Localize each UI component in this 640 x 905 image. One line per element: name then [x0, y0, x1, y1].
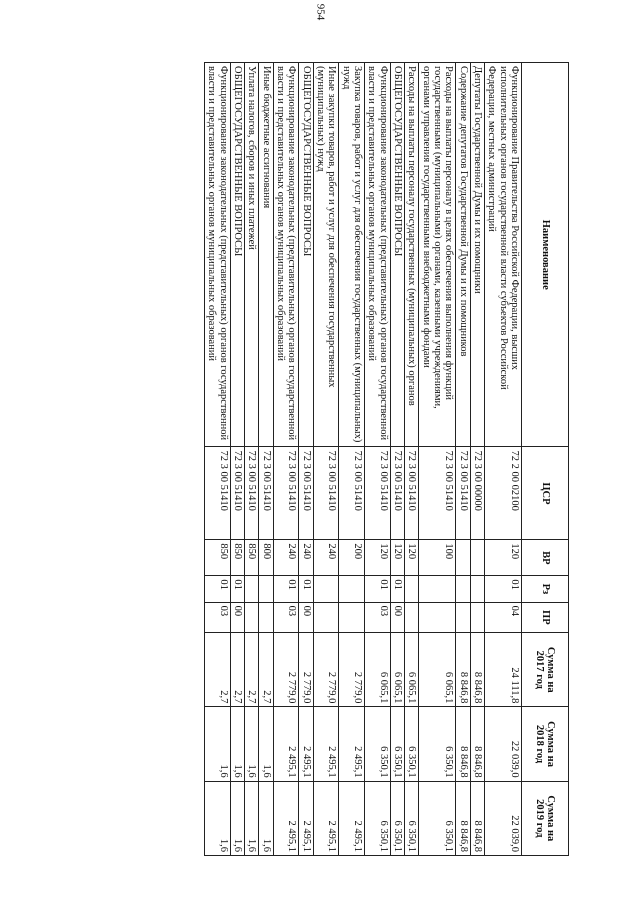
cell-vr: 120 — [365, 540, 391, 576]
cell-sum-2018: 2 495,1 — [273, 707, 299, 781]
cell-rz: 01 — [485, 576, 522, 602]
cell-csr: 72 3 00 51410 — [405, 447, 419, 540]
table-row — [405, 63, 419, 856]
table-row — [365, 63, 391, 856]
cell-vr: 850 — [230, 540, 244, 576]
cell-vr — [456, 540, 470, 576]
cell-csr: 72 2 00 02100 — [485, 447, 522, 540]
cell-sum-2019: 2 495,1 — [299, 781, 313, 855]
cell-pr: 00 — [230, 602, 244, 633]
cell-sum-2019: 1,6 — [245, 781, 259, 855]
cell-vr — [470, 540, 484, 576]
cell-rz — [339, 576, 365, 602]
cell-rz — [470, 576, 484, 602]
cell-csr: 72 3 00 51410 — [273, 447, 299, 540]
cell-rz — [456, 576, 470, 602]
cell-sum-2018: 1,6 — [205, 707, 231, 781]
cell-pr — [470, 602, 484, 633]
cell-sum-2019: 6 350,1 — [405, 781, 419, 855]
cell-csr: 72 3 00 51410 — [390, 447, 404, 540]
cell-name: Расходы на выплаты персоналу государственных (муниципальных) органов — [405, 63, 419, 447]
cell-sum-2018: 2 495,1 — [339, 707, 365, 781]
cell-rz — [259, 576, 273, 602]
cell-rz — [405, 576, 419, 602]
cell-vr: 120 — [390, 540, 404, 576]
header-sum-2018: Сумма на 2018 год — [522, 707, 569, 781]
budget-table — [204, 62, 569, 856]
cell-rz: 01 — [273, 576, 299, 602]
cell-sum-2019: 2 495,1 — [339, 781, 365, 855]
cell-vr: 240 — [313, 540, 339, 576]
cell-pr: 03 — [365, 602, 391, 633]
table-row — [230, 63, 244, 856]
cell-csr: 72 3 00 51410 — [230, 447, 244, 540]
cell-sum-2019: 2 495,1 — [273, 781, 299, 855]
table-row — [313, 63, 339, 856]
cell-pr — [456, 602, 470, 633]
table-row — [273, 63, 299, 856]
cell-csr: 72 3 00 51410 — [419, 447, 456, 540]
cell-pr: 00 — [299, 602, 313, 633]
table-row — [456, 63, 470, 856]
cell-name: ОБЩЕГОСУДАРСТВЕННЫЕ ВОПРОСЫ — [390, 63, 404, 447]
rotated-table-container — [107, 62, 569, 856]
cell-csr: 72 3 00 51410 — [456, 447, 470, 540]
cell-sum-2017: 6 065,1 — [365, 633, 391, 707]
cell-sum-2017: 2,7 — [245, 633, 259, 707]
cell-sum-2019: 6 350,1 — [419, 781, 456, 855]
cell-pr — [419, 602, 456, 633]
cell-sum-2017: 2,7 — [259, 633, 273, 707]
cell-name: Функционирование законодательных (представительных) органов государственной власти и представительных органов муниципальных образований — [205, 63, 231, 447]
header-pr: ПР — [522, 602, 569, 633]
cell-sum-2018: 6 350,1 — [390, 707, 404, 781]
cell-vr: 850 — [205, 540, 231, 576]
cell-csr: 72 3 00 51410 — [339, 447, 365, 540]
cell-rz — [313, 576, 339, 602]
cell-csr: 72 3 00 51410 — [259, 447, 273, 540]
table-body — [205, 63, 522, 856]
cell-rz: 01 — [365, 576, 391, 602]
cell-name: Иные закупки товаров, работ и услуг для обеспечения государственных (муниципальных) нужд — [313, 63, 339, 447]
cell-sum-2018: 6 350,1 — [419, 707, 456, 781]
cell-sum-2018: 22 039,0 — [485, 707, 522, 781]
cell-sum-2018: 2 495,1 — [299, 707, 313, 781]
cell-name: Функционирование Правительства Российской Федерации, высших исполнительных органов государственной власти субъектов Российской Федерации, местных администраций — [485, 63, 522, 447]
cell-sum-2019: 6 350,1 — [365, 781, 391, 855]
cell-name: Функционирование законодательных (представительных) органов государственной власти и представительных органов муниципальных образований — [273, 63, 299, 447]
cell-sum-2017: 2 779,0 — [313, 633, 339, 707]
table-row — [339, 63, 365, 856]
table-row — [259, 63, 273, 856]
cell-vr: 100 — [419, 540, 456, 576]
cell-vr: 850 — [245, 540, 259, 576]
cell-sum-2017: 2 779,0 — [339, 633, 365, 707]
cell-sum-2017: 8 846,8 — [470, 633, 484, 707]
header-rz: Рз — [522, 576, 569, 602]
cell-vr: 240 — [299, 540, 313, 576]
cell-name: ОБЩЕГОСУДАРСТВЕННЫЕ ВОПРОСЫ — [299, 63, 313, 447]
cell-sum-2017: 2 779,0 — [299, 633, 313, 707]
cell-vr: 120 — [485, 540, 522, 576]
cell-sum-2017: 2 779,0 — [273, 633, 299, 707]
cell-sum-2018: 1,6 — [230, 707, 244, 781]
cell-csr: 72 3 00 51410 — [313, 447, 339, 540]
table-row — [390, 63, 404, 856]
cell-name: Закупка товаров, работ и услуг для обеспечения государственных (муниципальных) нужд — [339, 63, 365, 447]
cell-sum-2018: 2 495,1 — [313, 707, 339, 781]
cell-pr — [405, 602, 419, 633]
cell-sum-2019: 1,6 — [230, 781, 244, 855]
cell-pr: 04 — [485, 602, 522, 633]
cell-sum-2019: 1,6 — [259, 781, 273, 855]
cell-sum-2018: 6 350,1 — [405, 707, 419, 781]
cell-pr: 03 — [273, 602, 299, 633]
cell-vr: 200 — [339, 540, 365, 576]
cell-sum-2017: 2,7 — [230, 633, 244, 707]
cell-name: Содержание депутатов Государственной Думы и их помощников — [456, 63, 470, 447]
table-row — [205, 63, 231, 856]
cell-rz — [245, 576, 259, 602]
cell-vr: 120 — [405, 540, 419, 576]
cell-sum-2018: 1,6 — [245, 707, 259, 781]
header-vr: ВР — [522, 540, 569, 576]
header-name: Наименование — [522, 63, 569, 447]
cell-sum-2017: 6 065,1 — [419, 633, 456, 707]
cell-sum-2019: 6 350,1 — [390, 781, 404, 855]
table-row — [245, 63, 259, 856]
cell-rz: 01 — [205, 576, 231, 602]
cell-pr — [313, 602, 339, 633]
cell-csr: 72 3 00 00000 — [470, 447, 484, 540]
table-row — [299, 63, 313, 856]
cell-sum-2019: 2 495,1 — [313, 781, 339, 855]
cell-rz: 01 — [230, 576, 244, 602]
cell-sum-2018: 1,6 — [259, 707, 273, 781]
page-number: 954 — [314, 3, 327, 21]
cell-sum-2018: 6 350,1 — [365, 707, 391, 781]
cell-pr: 03 — [205, 602, 231, 633]
cell-sum-2017: 8 846,8 — [456, 633, 470, 707]
cell-rz — [419, 576, 456, 602]
cell-sum-2019: 1,6 — [205, 781, 231, 855]
cell-pr: 00 — [390, 602, 404, 633]
cell-name: Иные бюджетные ассигнования — [259, 63, 273, 447]
cell-name: ОБЩЕГОСУДАРСТВЕННЫЕ ВОПРОСЫ — [230, 63, 244, 447]
cell-pr — [245, 602, 259, 633]
cell-name: Функционирование законодательных (представительных) органов государственной власти и представительных органов муниципальных образований — [365, 63, 391, 447]
header-sum-2019: Сумма на 2019 год — [522, 781, 569, 855]
cell-sum-2018: 8 846,8 — [456, 707, 470, 781]
cell-vr: 240 — [273, 540, 299, 576]
cell-name: Депутаты Государственной Думы и их помощники — [470, 63, 484, 447]
cell-sum-2017: 6 065,1 — [405, 633, 419, 707]
cell-pr — [259, 602, 273, 633]
table-row — [485, 63, 522, 856]
cell-sum-2018: 8 846,8 — [470, 707, 484, 781]
cell-name: Расходы на выплаты персоналу в целях обеспечения выполнения функций государственными (муниципальными) органами, казенными учреждениями, органами управления государственными внебюджетными фондами — [419, 63, 456, 447]
cell-csr: 72 3 00 51410 — [365, 447, 391, 540]
cell-sum-2017: 2,7 — [205, 633, 231, 707]
header-csr: ЦСР — [522, 447, 569, 540]
cell-vr: 800 — [259, 540, 273, 576]
table-row — [470, 63, 484, 856]
cell-csr: 72 3 00 51410 — [245, 447, 259, 540]
cell-rz: 01 — [390, 576, 404, 602]
cell-name: Уплата налогов, сборов и иных платежей — [245, 63, 259, 447]
table-row — [419, 63, 456, 856]
cell-sum-2017: 6 065,1 — [390, 633, 404, 707]
header-sum-2017: Сумма на 2017 год — [522, 633, 569, 707]
cell-pr — [339, 602, 365, 633]
cell-sum-2017: 24 111,8 — [485, 633, 522, 707]
cell-sum-2019: 8 846,8 — [470, 781, 484, 855]
header-row — [522, 63, 569, 856]
cell-csr: 72 3 00 51410 — [299, 447, 313, 540]
cell-sum-2019: 8 846,8 — [456, 781, 470, 855]
cell-csr: 72 3 00 51410 — [205, 447, 231, 540]
cell-rz: 01 — [299, 576, 313, 602]
cell-sum-2019: 22 039,0 — [485, 781, 522, 855]
